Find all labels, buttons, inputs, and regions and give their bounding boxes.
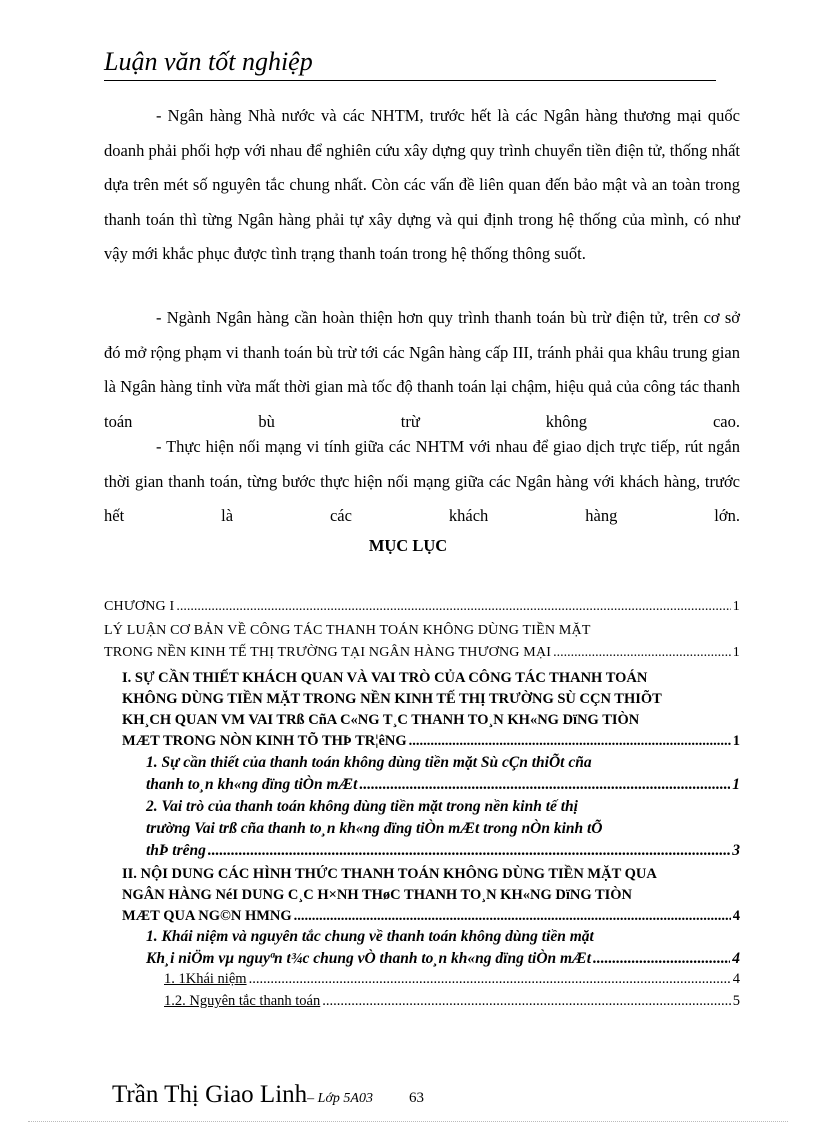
dot-leader [294, 906, 731, 927]
toc-page-number: 3 [732, 842, 740, 859]
footer-page-number: 63 [408, 1090, 424, 1106]
toc-entry-text: II. NỘI DUNG CÁC HÌNH THỨC THANH TOÁN KHÔNG DÙNG TIỀN MẶT QUA [122, 866, 657, 882]
toc-entry[interactable] [104, 620, 740, 664]
toc-entry[interactable] [146, 796, 740, 862]
toc-entry-text: NGÂN HÀNG NéI DUNG C¸C H×NH THøC THANH TO¸N KH«NG DïNG TIÒN [122, 887, 633, 903]
toc-entry-text: 1. Sự cần thiết của thanh toán không dùng tiền mặt Sù cÇn thiÕt cña [146, 754, 592, 771]
dot-leader [593, 948, 730, 970]
dot-leader [208, 840, 730, 862]
toc-entry-text: LÝ LUẬN CƠ BẢN VỀ CÔNG TÁC THANH TOÁN KHÔNG DÙNG TIỀN MẶT [104, 623, 591, 638]
paragraph-3: - Thực hiện nối mạng vi tính giữa các NHTM với nhau để giao dịch trực tiếp, rút ngắn thời gian thanh toán, từng bước thực hiện nối mạng giữa các Ngân hàng với khách hàng, trước hết là các khách hàng lớn. [104, 437, 740, 525]
toc-page-number: 4 [732, 950, 740, 967]
paragraph-2: - Ngành Ngân hàng cần hoàn thiện hơn quy trình thanh toán bù trừ điện tử, trên cơ sở đó mở rộng phạm vi thanh toán bù trừ tới các Ngân hàng cấp III, tránh phải qua khâu trung gian là Ngân hàng tỉnh vừa mất thời gian mà tốc độ thanh toán lại chậm, hiệu quả của công tác thanh toán bù trừ không cao. [104, 308, 740, 431]
toc-page-number: 1 [732, 733, 740, 749]
toc-page-number: 4 [732, 971, 740, 987]
toc-page-number: 4 [732, 908, 740, 924]
toc-entry[interactable] [146, 752, 740, 796]
toc-entry-text: Kh¸i niÖm vµ nguyªn t¾c chung vÒ thanh to¸n kh«ng dïng tiÒn mÆt [146, 950, 591, 967]
toc-entry-text: 1.2. Nguyên tắc thanh toán [164, 993, 321, 1009]
dot-leader [359, 774, 730, 796]
toc-heading: MỤC LỤC [368, 536, 448, 555]
footer-author: Trần Thị Giao Linh [112, 1081, 308, 1108]
toc-entry-text: CHƯƠNG I [104, 599, 175, 614]
toc-page-number: 1 [732, 645, 740, 660]
toc-entry[interactable] [122, 668, 740, 752]
dot-leader [176, 596, 730, 618]
dot-leader [249, 969, 731, 990]
page-footer [112, 1080, 424, 1114]
toc-entry[interactable] [164, 969, 740, 990]
toc-page-number: 1 [732, 776, 740, 793]
toc-entry-text: 1. 1Khái niệm [164, 971, 247, 987]
toc-entry[interactable] [146, 926, 740, 970]
toc-entry[interactable] [164, 991, 740, 1012]
toc-entry-text: KH¸CH QUAN VM VAI TRß CñA C«NG T¸C THANH TO¸N KH«NG DïNG TIÒN [122, 712, 640, 728]
page-header-title: Luận văn tốt nghiệp [104, 44, 716, 81]
dot-leader [409, 731, 731, 752]
toc-entry-text: MÆT TRONG NÒN KINH TÕ THÞ TR¦êNG [122, 733, 407, 749]
footer-class: – Lớp 5A03 [307, 1091, 373, 1106]
toc-entry-text: KHÔNG DÙNG TIỀN MẶT TRONG NỀN KINH TẾ THỊ TRƯỜNG SÙ CÇN THIÕT [122, 691, 662, 707]
toc-entry[interactable] [104, 596, 740, 618]
toc-entry-text: trường Vai trß cña thanh to¸n kh«ng dïng tiÒn mÆt trong nÒn kinh tÕ [146, 820, 603, 837]
toc-entry-text: MÆT QUA NG©N HMNG [122, 908, 292, 924]
toc-entry-text: I. SỰ CẦN THIẾT KHÁCH QUAN VÀ VAI TRÒ CỦA CÔNG TÁC THANH TOÁN [122, 670, 648, 686]
toc-page-number: 1 [732, 599, 740, 614]
paragraph-1: - Ngân hàng Nhà nước và các NHTM, trước hết là các Ngân hàng thương mại quốc doanh phải phối hợp với nhau để nghiên cứu xây dựng quy trình chuyển tiền điện tử, thống nhất dựa trên mét số nguyên tắc chung nhất. Còn các vấn đề liên quan đến bảo mật và an toàn trong thanh toán thì từng Ngân hàng phải tự xây dựng và qui định trong hệ thống của mình, có như vậy mới khắc phục được tình trạng thanh toán trong hệ thống thông suốt. [104, 106, 740, 263]
page-edge-divider [28, 1121, 788, 1122]
dot-leader [553, 642, 731, 664]
toc-entry[interactable] [122, 864, 740, 927]
toc-entry-text: 2. Vai trò của thanh toán không dùng tiền mặt trong nền kinh tế thị [146, 798, 578, 815]
toc-entry-text: 1. Khái niệm và nguyên tắc chung về thanh toán không dùng tiền mặt [146, 928, 594, 945]
dot-leader [322, 991, 731, 1012]
toc-page-number: 5 [732, 993, 740, 1009]
toc-entry-text: thÞ trêng [146, 842, 206, 859]
toc-entry-text: TRONG NỀN KINH TẾ THỊ TRƯỜNG TẠI NGÂN HÀNG THƯƠNG MẠI [104, 645, 552, 660]
toc-entry-text: thanh to¸n kh«ng dïng tiÒn mÆt [146, 776, 358, 793]
